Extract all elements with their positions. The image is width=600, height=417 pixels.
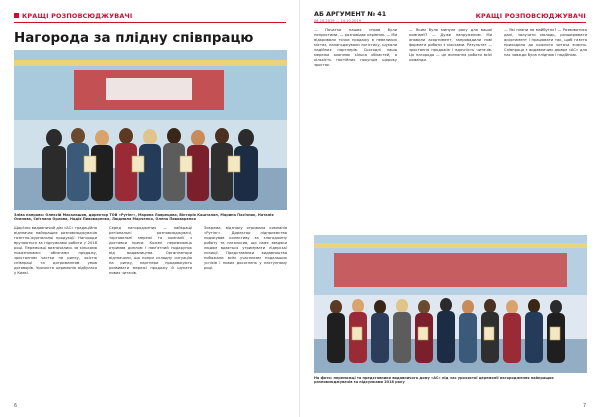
left-section-label: КРАЩІ РОЗПОВСЮДЖУВАЧІ — [14, 12, 132, 20]
left-text-column-2: Серед нагороджених — найкращі регіональні розповсюджувачі, торговельні мережі та компанії з доставки преси. Кожен переможець отримав диплом і пам’ятний подарунок від видавництва. Організатори відзначили, що попри складну ситуацію на ринку, партнери продовжують розвивати мережі продажу й шукати нових читачів. — [109, 226, 192, 276]
right-photo-caption: На фото: переможці та представники видавничого дому «АС» під час урочистої церемонії нагородження найкращих розповсюджувачів за підсумками 2018 року — [314, 376, 554, 385]
article-headline: Нагорода за плідну співпрацю — [14, 31, 254, 46]
right-page — [300, 0, 600, 417]
left-header-rule — [14, 22, 286, 23]
left-page-number: 6 — [14, 404, 18, 409]
right-section-label: КРАЩІ РОЗПОВСЮДЖУВАЧІ — [475, 12, 586, 20]
left-text-column-1: Щорічно видавничий дім «АС» традиційно відзначає найкращих розповсюджувачів газетно-журнальної продукції. Нагороди вручаються за підсумками роботи у 2018 році. Переможці визначались за кількома показниками: обсягами продажу, зростанням частки на ринку, якістю співпраці та дотриманням умов договорів. Урочиста церемонія відбулася у Києві. — [14, 226, 97, 276]
section-marker-icon — [14, 13, 19, 18]
award-group-photo — [14, 50, 287, 210]
left-text-column-3: Зокрема, відзнаку отримала компанія «Рутінг». Директор підприємства подякував колективу за злагоджену роботу та наголосив, що саме завдяки людям вдається утримувати лідерські позиції. Представники видавництва побажали всім учасникам подальших успіхів і нових досягнень у наступному році. — [204, 226, 287, 271]
right-text-column-3: — Які плани на майбутнє? — Розвиватися далі, залучати молодь, розширювати асортимент і працювати так, щоб газета приходила до кожного читача вчасно. Співпраця з видавничим домом «АС» для нас завжди була плідною і надійною. — [504, 28, 587, 58]
right-text-column-1: — Початки наших справ були непростими, — розповідає керівник. — Ми відкривали точки продажу в невеликих містах, налагоджували логістику, шукали надійних партнерів. Сьогодні наша мережа охоплює кілька областей, а кількість постійних покупців щороку зростає. — [314, 28, 397, 68]
issue-number: АБ АРГУМЕНТ № 41 — [314, 10, 387, 18]
right-page-number: 7 — [582, 404, 586, 409]
issue-date: 08.10.2019 — 14.10.2019 — [314, 18, 362, 23]
ceremony-photo — [314, 235, 587, 373]
right-header-rule — [314, 22, 586, 23]
right-text-column-2: — Яким було минуле року для вашої компанії? — Дуже напруженим. Ми оновили асортимент, запровадили нові формати роботи з кіосками. Результат — зростання продажів і вдячність читачів. Ця нагорода — це визнання роботи всієї команди. — [409, 28, 492, 63]
left-photo-caption: Зліва направо: Олексій Масалашов, директор ТОВ «Рутінг», Марина Лаврецова, Вікторія Кашталап, Марина Пасічник, Наталія Осипова, Світлана Орлова, Надія Пивоваренко, Людмила Марченко, Олена Пивоваренко — [14, 213, 274, 222]
